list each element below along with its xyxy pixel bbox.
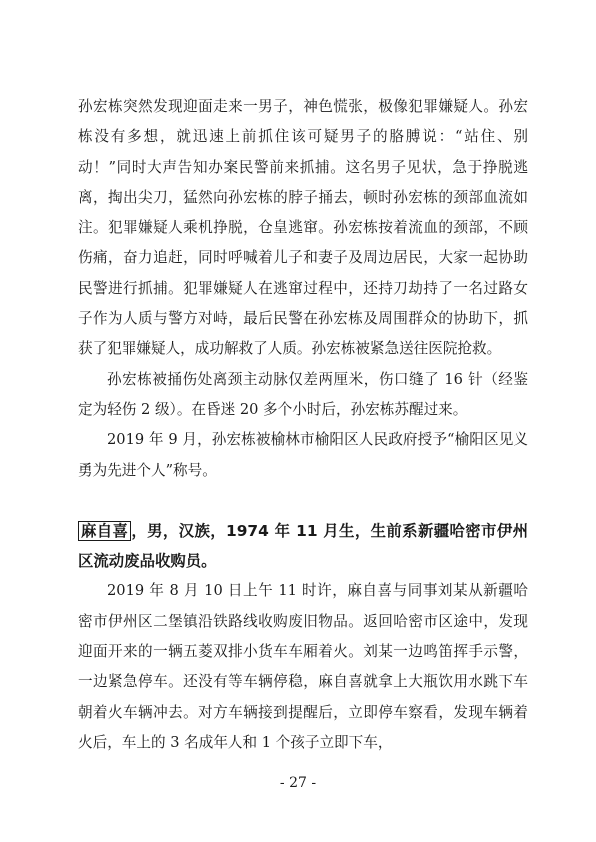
- paragraph-award: 2019 年 9 月，孙宏栋被榆林市榆阳区人民政府授予“榆阳区见义勇为先进个人”称号。: [78, 431, 528, 479]
- document-page: [78, 92, 528, 758]
- section-spacer: [78, 486, 528, 516]
- person-name: 麻自喜: [78, 521, 131, 541]
- page-number: - 27 -: [279, 775, 317, 791]
- person-heading: [78, 516, 528, 577]
- person-summary: ，男，汉族，1974 年 11 月生，生前系新疆哈密市伊州区流动废品收购员。: [78, 521, 528, 571]
- paragraph-injury-details: 孙宏栋被捅伤处离颈主动脉仅差两厘米，伤口缝了 16 针（经鉴定为轻伤 2 级）。在昏迷 20 多个小时后，孙宏栋苏醒过来。: [78, 370, 528, 418]
- paragraph-incident-description: 孙宏栋突然发现迎面走来一男子，神色慌张，极像犯罪嫌疑人。孙宏栋没有多想，就迅速上前抓住该可疑男子的胳膊说：“站住、别动！”同时大声告知办案民警前来抓捕。这名男子见状，急于挣脱逃离，掏出尖刀，猛然向孙宏栋的脖子捅去，顿时孙宏栋的颈部血流如注。犯罪嫌疑人乘机挣脱，仓皇逃窜。孙宏栋按着流血的颈部，不顾伤痛，奋力追赶，同时呼喊着儿子和妻子及周边居民，大家一起协助民警进行抓捕。犯罪嫌疑人在逃窜过程中，还持刀劫持了一名过路女子作为人质与警方对峙，最后民警在孙宏栋及周围群众的协助下，抓获了犯罪嫌疑人，成功解救了人质。孙宏栋被紧急送往医院抢救。: [78, 98, 528, 358]
- paragraph-second-incident: 2019 年 8 月 10 日上午 11 时许，麻自喜与同事刘某从新疆哈密市伊州区二堡镇沿铁路线收购废旧物品。返回哈密市区途中，发现迎面开来的一辆五菱双排小货车车厢着火。刘某一边鸣笛挥手示警，一边紧急停车。还没有等车辆停稳，麻自喜就拿上大瓶饮用水跳下车朝着火车辆冲去。对方车辆接到提醒后，立即停车察看，发现车辆着火后，车上的 3 名成年人和 1 个孩子立即下车，: [78, 582, 528, 751]
